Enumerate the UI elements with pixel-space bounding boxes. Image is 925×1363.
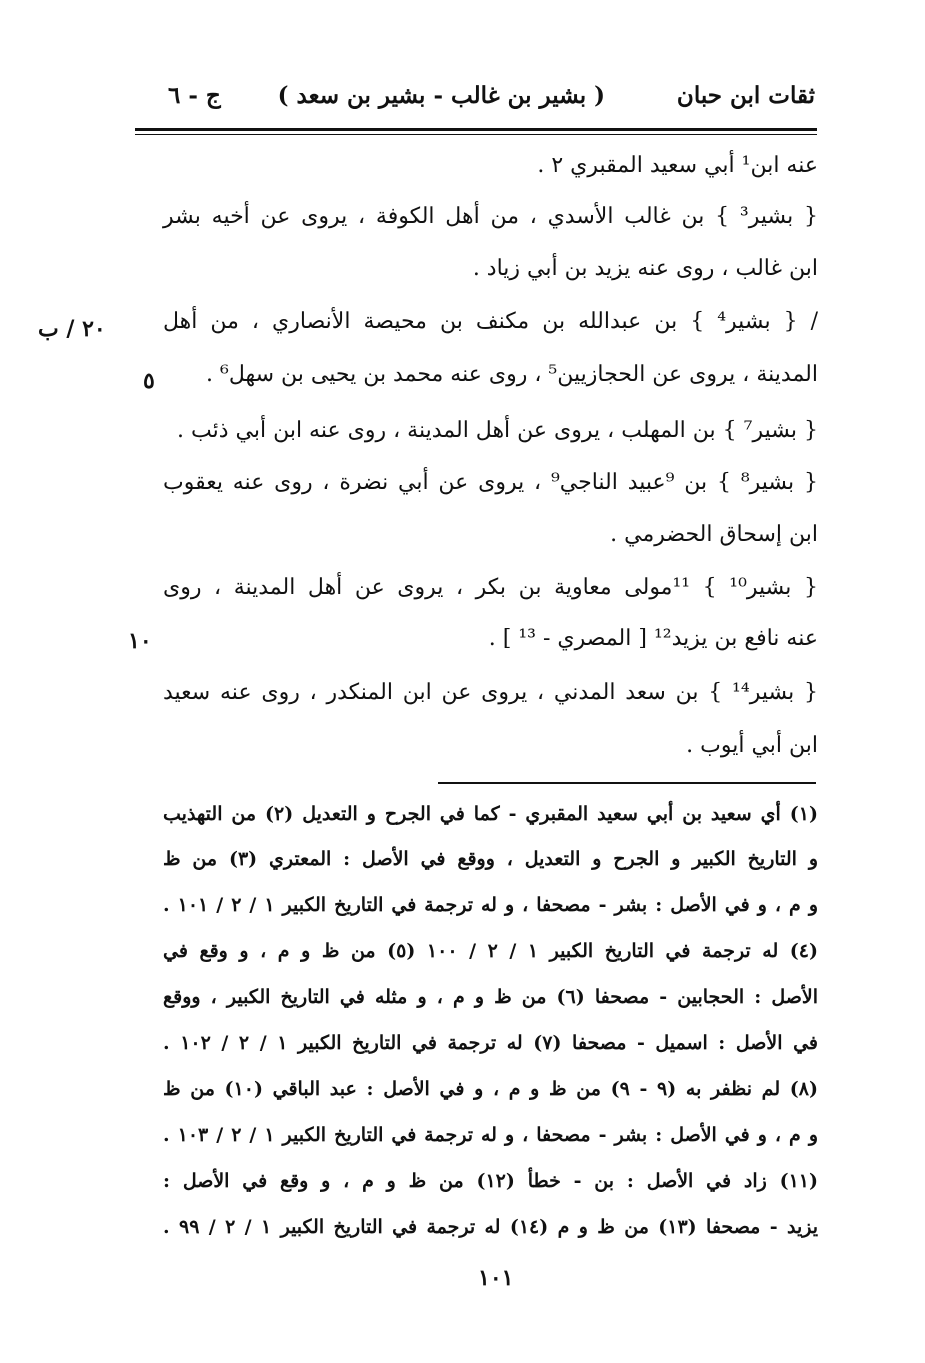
- footnote-line: و التاريخ الكبير و الجرح و التعديل ، ووقع في الأصل : المعتري (٣) من ظ: [163, 848, 818, 870]
- entry-range: ( بشير بن غالب - بشير بن سعد ): [277, 82, 605, 109]
- footnote-line: يزيد - مصحفا (١٣) من ظ و م (١٤) له ترجمة في التاريخ الكبير ١ / ٢ / ٩٩ .: [163, 1216, 819, 1238]
- volume-label: ج - ٦: [168, 82, 221, 109]
- footnote-line: (١١) زاد في الأصل : بن - خطأ (١٢) من ظ و م ، و وقع في الأصل :: [163, 1170, 818, 1192]
- text-line: / { بشير⁴ } بن عبدالله بن مكنف بن محيصة الأنصاري ، من أهل: [163, 309, 819, 334]
- footnote-line: و م ، و في الأصل : بشر - مصحفا ، و له ترجمة في التاريخ الكبير ١ / ٢ / ١٠١ .: [163, 894, 818, 916]
- text-line: { بشير⁷ } بن المهلب ، يروى عن أهل المدينة ، روى عنه ابن أبي ذئب .: [177, 418, 818, 443]
- line-number-5: ٥: [143, 368, 155, 394]
- footnote-line: (٤) له ترجمة في التاريخ الكبير ١ / ٢ / ١٠٠ (٥) من ظ و م ، و وقع في: [163, 940, 819, 962]
- text-line: ابن غالب ، روى عنه يزيد بن أبي زياد .: [472, 256, 818, 281]
- footnote-line: (٨) لم نظفر به (٩ - ٩) من ظ و م ، و في الأصل : عبد الباقي (١٠) من ظ: [163, 1078, 818, 1100]
- text-line: عنه نافع بن يزيد¹² [ المصري - ¹³ ] .: [488, 626, 818, 651]
- footnote-line: في الأصل : اسميل - مصحفا (٧) له ترجمة في التاريخ الكبير ١ / ٢ / ١٠٢ .: [163, 1032, 819, 1054]
- text-line: { بشير⁸ } بن ⁹عبيد الناجي⁹ ، يروى عن أبي نضرة ، روى عنه يعقوب: [163, 470, 818, 495]
- header-rule: [135, 128, 817, 131]
- footnote-line: و م ، و في الأصل : بشر - مصحفا ، و له ترجمة في التاريخ الكبير ١ / ٢ / ١٠٣ .: [163, 1124, 818, 1146]
- page-number: ١٠١: [478, 1265, 514, 1291]
- footnote-line: الأصل : الحجابين - مصحفا (٦) من ظ و م ، و مثله في التاريخ الكبير ، ووقع: [163, 986, 818, 1008]
- text-line: { بشير³ } بن غالب الأسدي ، من أهل الكوفة ، يروى عن أخيه بشر: [163, 204, 818, 229]
- text-line: المدينة ، يروى عن الحجازيين⁵ ، روى عنه محمد بن يحيى بن سهل⁶ .: [205, 362, 818, 387]
- text-line: عنه ابن¹ أبي سعيد المقبري ٢ .: [537, 153, 818, 178]
- text-line: ابن إسحاق الحضرمي .: [610, 522, 818, 547]
- line-number-10: ١٠: [128, 628, 152, 654]
- footnote-separator: [438, 782, 816, 784]
- text-line: ابن أبي أيوب .: [686, 733, 818, 758]
- book-title: ثقات ابن حبان: [676, 82, 815, 109]
- folio-marker: ٢٠ / ب: [38, 316, 106, 342]
- footnote-line: (١) أي سعيد بن أبي سعيد المقبري - كما في الجرح و التعديل (٢) من التهذيب: [163, 803, 818, 825]
- text-line: { بشير¹⁴ } بن سعد المدني ، يروى عن ابن المنكدر ، روى عنه سعيد: [163, 680, 818, 705]
- running-header: [150, 82, 815, 122]
- text-line: { بشير¹⁰ } ¹¹مولى معاوية بن بكر ، يروى عن أهل المدينة ، روى: [163, 575, 818, 600]
- header-rule-thin: [135, 134, 817, 135]
